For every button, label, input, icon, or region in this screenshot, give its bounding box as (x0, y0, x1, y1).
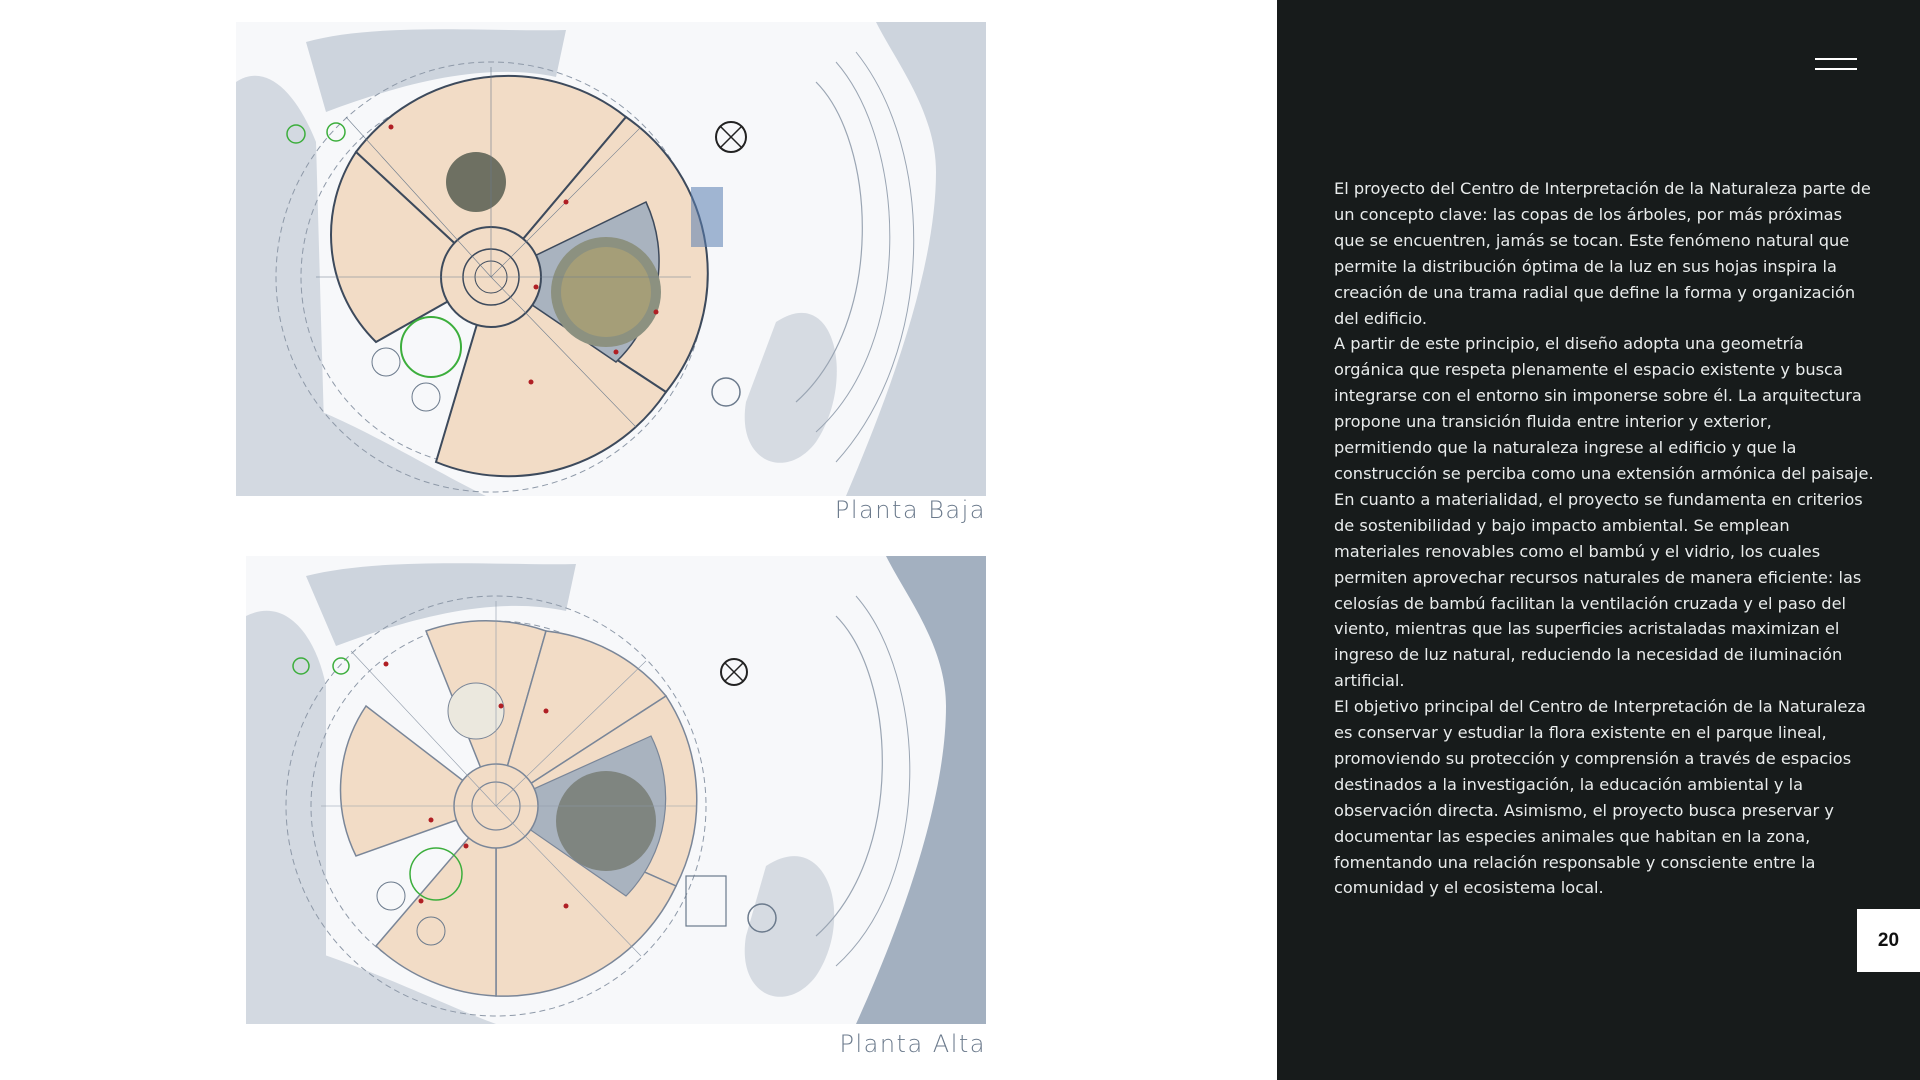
description-paragraph: El objetivo principal del Centro de Interpretación de la Naturaleza es conservar y estudiar la flora existente en el parque lineal, promoviendo su protección y comprensión a través de espacios destinados a la investigación, la educación ambiental y la observación directa. Asimismo, el proyecto busca preservar y documentar las especies animales que habitan en la zona, fomentando una relación responsable y consciente entre la comunidad y el ecosistema local. (1334, 697, 1866, 898)
description-paragraph: A partir de este principio, el diseño adopta una geometría orgánica que respeta plenamente el espacio existente y busca integrarse con el entorno sin imponerse sobre él. La arquitectura propone una transición fluida entre interior y exterior, permitiendo que la naturaleza ingrese al edificio y que la construcción se perciba como una extensión armónica del paisaje. (1334, 334, 1874, 483)
floor-plan-upper-image (246, 556, 986, 1024)
floor-plan-upper-caption: Planta Alta (839, 1030, 986, 1058)
floor-plan-ground-image (236, 22, 986, 496)
project-description (1334, 176, 1874, 901)
description-paragraph: El proyecto del Centro de Interpretación de la Naturaleza parte de un concepto clave: las copas de los árboles, por más próximas que se encuentren, jamás se tocan. Este fenómeno natural que permite la distribución óptima de la luz en sus hojas inspira la creación de una trama radial que define la forma y organización del edificio. (1334, 179, 1871, 328)
description-paragraph: En cuanto a materialidad, el proyecto se fundamenta en criterios de sostenibilidad y bajo impacto ambiental. Se emplean materiales renovables como el bambú y el vidrio, los cuales permiten aprovechar recursos naturales de manera eficiente: las celosías de bambú facilitan la ventilación cruzada y el paso del viento, mientras que las superficies acristaladas maximizan el ingreso de luz natural, reduciendo la necesidad de iluminación artificial. (1334, 489, 1863, 691)
floor-plan-ground-caption: Planta Baja (834, 496, 986, 524)
menu-icon[interactable] (1815, 56, 1859, 72)
description-panel (1277, 0, 1920, 1080)
page-number: 20 (1857, 909, 1920, 972)
